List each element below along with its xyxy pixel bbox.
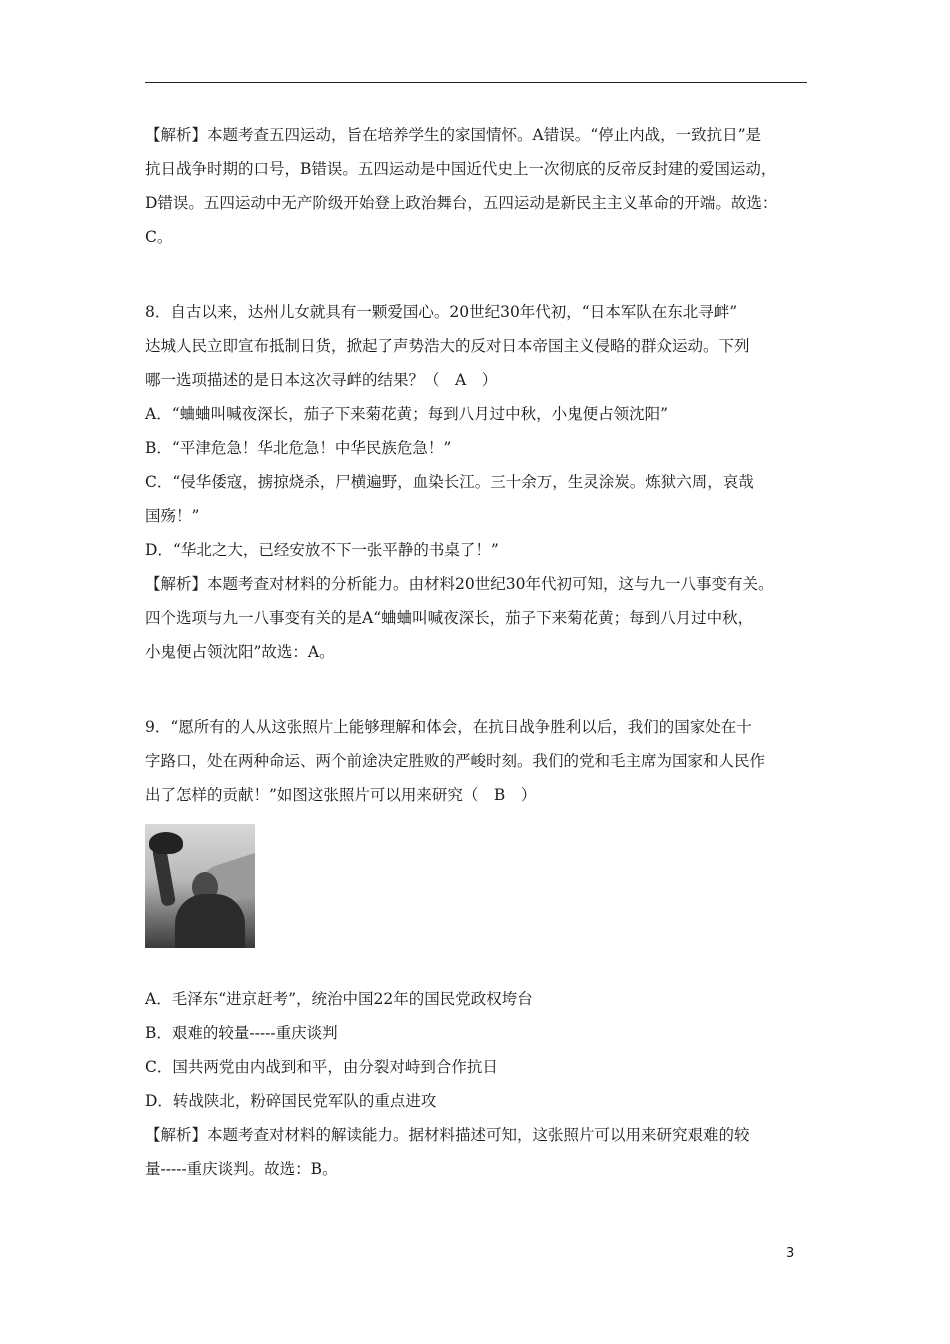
photo-raised-arm-shape [152, 845, 176, 907]
analysis-q8-line-2: 四个选项与九一八事变有关的是A“蛐蛐叫喊夜深长，茄子下来菊花黄；每到八月过中秋， [145, 609, 754, 627]
question-9-line-1: 9．“愿所有的人从这张照片上能够理解和体会，在抗日战争胜利以后，我们的国家处在十 [145, 718, 752, 736]
analysis-q8-line-3: 小鬼便占领沈阳”故选：A。 [145, 643, 335, 661]
page-number: 3 [786, 1246, 795, 1261]
question-8-line-1: 8．自古以来，达州儿女就具有一颗爱国心。20世纪30年代初，“日本军队在东北寻衅” [145, 303, 738, 321]
question-8-option-b: B．“平津危急！华北危急！中华民族危急！” [145, 439, 452, 457]
question-9-line-2: 字路口，处在两种命运、两个前途决定胜败的严峻时刻。我们的党和毛主席为国家和人民作 [145, 752, 766, 770]
question-8-option-d: D．“华北之大，已经安放不下一张平静的书桌了！” [145, 541, 499, 559]
question-8-option-a: A．“蛐蛐叫喊夜深长，茄子下来菊花黄；每到八月过中秋，小鬼便占领沈阳” [145, 405, 669, 423]
question-8-line-3: 哪一选项描述的是日本这次寻衅的结果？（ A ） [145, 371, 498, 389]
analysis-q7-line-1: 【解析】本题考查五四运动，旨在培养学生的家国情怀。A错误。“停止内战，一致抗日”是 [145, 126, 762, 144]
header-rule [145, 82, 807, 83]
question-9-option-d: D．转战陕北，粉碎国民党军队的重点进攻 [145, 1092, 437, 1110]
question-9-line-3: 出了怎样的贡献！”如图这张照片可以用来研究（ B ） [145, 786, 537, 804]
analysis-q8-line-1: 【解析】本题考查对材料的分析能力。由材料20世纪30年代初可知，这与九一八事变有关。 [145, 575, 774, 593]
photo-hat-shape [149, 832, 183, 854]
analysis-q9-line-2: 量-----重庆谈判。故选：B。 [145, 1160, 338, 1178]
analysis-q7-line-2: 抗日战争时期的口号，B错误。五四运动是中国近代史上一次彻底的反帝反封建的爱国运动， [145, 160, 777, 178]
photo-figure-shape [175, 894, 245, 948]
analysis-q7-line-4: C。 [145, 228, 173, 246]
question-9-option-b: B．艰难的较量-----重庆谈判 [145, 1024, 338, 1042]
question-8-option-c-cont: 国殇！” [145, 507, 200, 525]
question-8-line-2: 达城人民立即宣布抵制日货，掀起了声势浩大的反对日本帝国主义侵略的群众运动。下列 [145, 337, 750, 355]
analysis-q9-line-1: 【解析】本题考查对材料的解读能力。据材料描述可知，这张照片可以用来研究艰难的较 [145, 1126, 750, 1144]
question-9-option-a: A．毛泽东“进京赶考”，统治中国22年的国民党政权垮台 [145, 990, 533, 1008]
question-8-option-c: C．“侵华倭寇，掳掠烧杀，尸横遍野，血染长江。三十余万，生灵涂炭。炼狱六周，哀哉 [145, 473, 754, 491]
analysis-q7-line-3: D错误。五四运动中无产阶级开始登上政治舞台，五四运动是新民主主义革命的开端。故选： [145, 194, 778, 212]
historical-photo [145, 824, 255, 948]
question-9-option-c: C．国共两党由内战到和平，由分裂对峙到合作抗日 [145, 1058, 498, 1076]
document-body [145, 118, 813, 1186]
